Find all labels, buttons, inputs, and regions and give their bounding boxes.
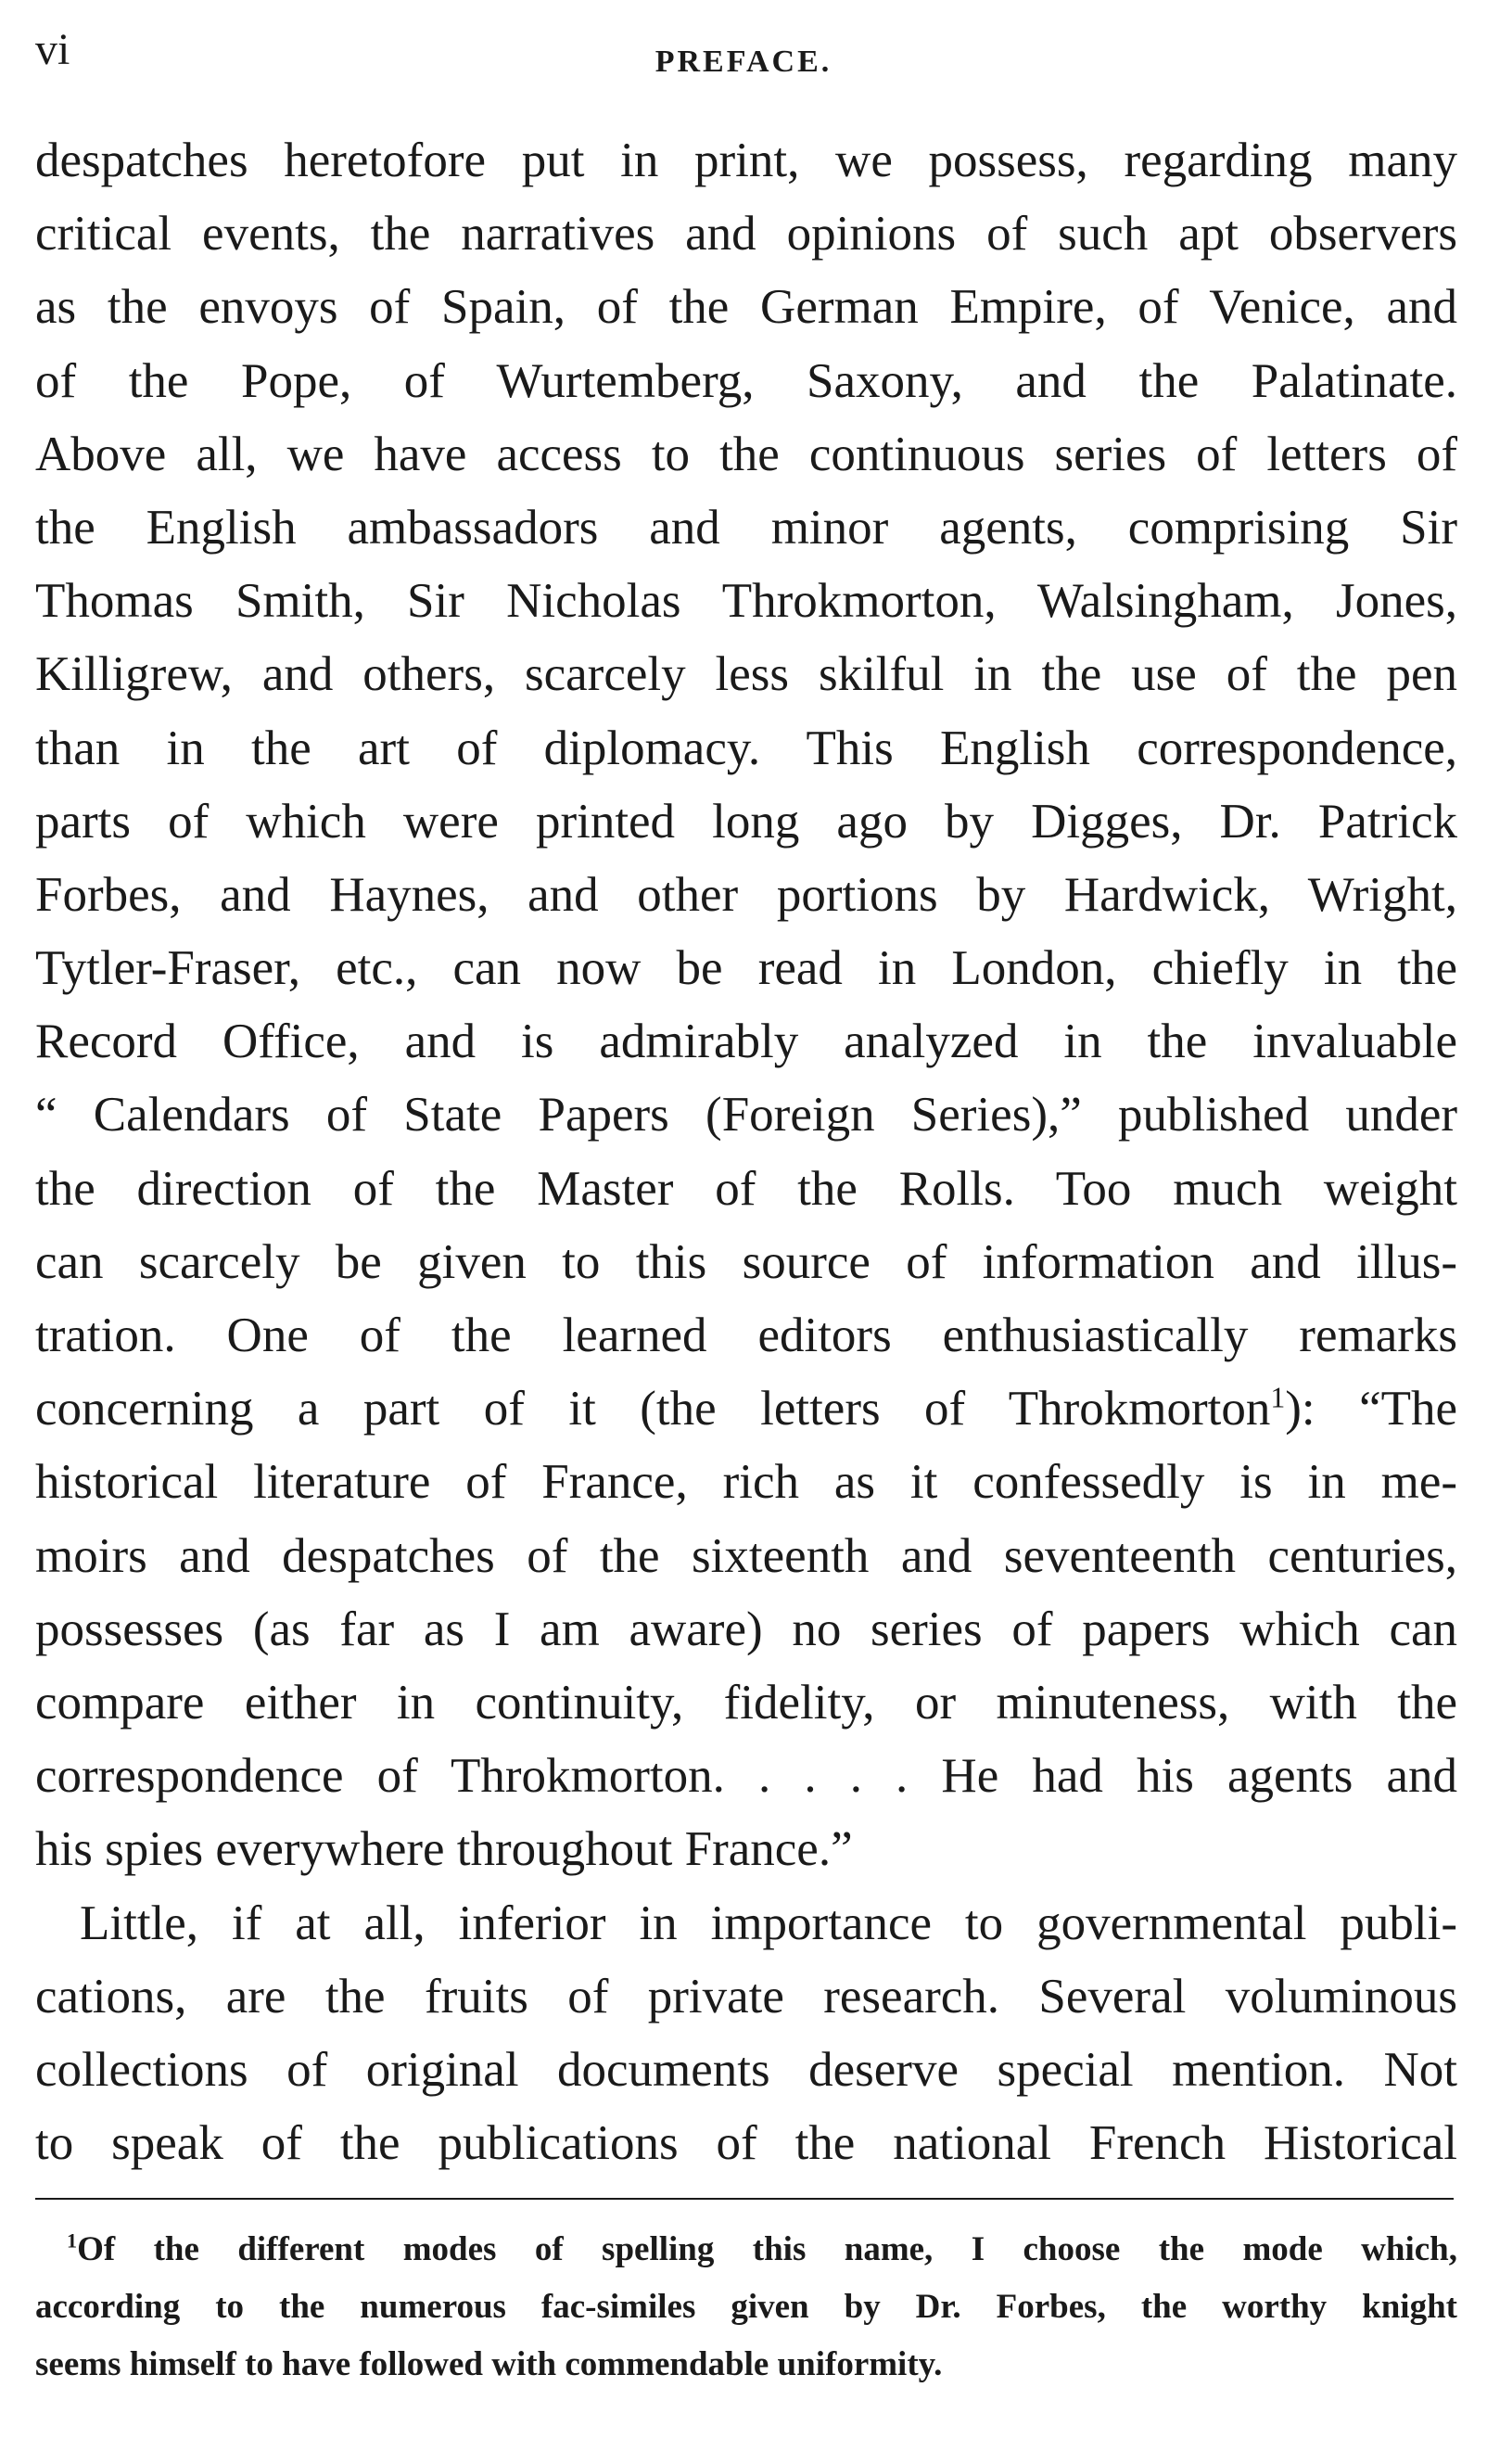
page-number: vi — [35, 25, 70, 74]
text-line: to speak of the publications of the national French Historical — [35, 2116, 1457, 2171]
text-line: of the Pope, of Wurtemberg, Saxony, and the Palatinate. — [35, 353, 1457, 408]
body-text — [35, 124, 1457, 2180]
footnote-line: according to the numerous fac-similes given by Dr. Forbes, the worthy knight — [35, 2288, 1457, 2326]
running-head: PREFACE. — [655, 45, 832, 79]
footnote-reference: 1 — [1270, 1381, 1286, 1414]
text-line: Forbes, and Haynes, and other portions by Hardwick, Wright, — [35, 867, 1457, 922]
text-line: the direction of the Master of the Rolls. Too much weight — [35, 1161, 1457, 1216]
text-line: the English ambassadors and minor agents, comprising Sir — [35, 500, 1457, 555]
text-line: parts of which were printed long ago by Digges, Dr. Patrick — [35, 794, 1457, 849]
footnote-divider — [35, 2198, 1454, 2200]
text-line: tration. One of the learned editors enthusiastically remarks — [35, 1309, 1457, 1362]
text-line: Above all, we have access to the continuous series of letters of — [35, 427, 1457, 481]
paragraph-start-line: Little, if at all, inferior in importance to governmental publi- — [80, 1896, 1457, 1950]
text-line: collections of original documents deserve special mention. Not — [35, 2042, 1457, 2097]
text-line-with-footnote-ref — [35, 1372, 1457, 1446]
footnote-line — [35, 2221, 1457, 2279]
text-line: Thomas Smith, Sir Nicholas Throkmorton, Walsingham, Jones, — [35, 574, 1457, 629]
footnote-line: seems himself to have followed with commendable uniformity. — [35, 2345, 943, 2383]
text-line: cations, are the fruits of private research. Several voluminous — [35, 1969, 1457, 2024]
text-line: possesses (as far as I am aware) no series of papers which can — [35, 1602, 1457, 1656]
footnote-text: Of the different modes of spelling this name, I choose the mode which, — [77, 2230, 1457, 2268]
footnote — [35, 2221, 1457, 2394]
text-line: historical literature of France, rich as it confessedly is in me- — [35, 1455, 1457, 1510]
text-fragment: ): “The — [1285, 1382, 1457, 1436]
text-line: critical events, the narratives and opinions of such apt observers — [35, 207, 1457, 262]
text-line: Tytler-Fraser, etc., can now be read in London, chiefly in the — [35, 941, 1457, 996]
footnote-mark: 1 — [67, 2228, 78, 2253]
text-line: despatches heretofore put in print, we possess, regarding many — [35, 134, 1457, 187]
text-line: Record Office, and is admirably analyzed in the invaluable — [35, 1015, 1457, 1069]
text-line: his spies everywhere throughout France.” — [35, 1822, 853, 1877]
text-line: “ Calendars of State Papers (Foreign Series),” published under — [35, 1088, 1457, 1143]
text-line: moirs and despatches of the sixteenth and seventeenth centuries, — [35, 1528, 1457, 1583]
text-fragment: concerning a part of it (the letters of Throkmorton — [35, 1382, 1271, 1436]
text-line: as the envoys of Spain, of the German Empire, of Venice, and — [35, 280, 1457, 335]
text-line: correspondence of Throkmorton. . . . . He had his agents and — [35, 1749, 1457, 1804]
text-line: compare either in continuity, fidelity, or minuteness, with the — [35, 1675, 1457, 1730]
text-line: than in the art of diplomacy. This English correspondence, — [35, 721, 1457, 775]
text-line: can scarcely be given to this source of information and illus- — [35, 1234, 1457, 1289]
text-line: Killigrew, and others, scarcely less skilful in the use of the pen — [35, 647, 1457, 702]
